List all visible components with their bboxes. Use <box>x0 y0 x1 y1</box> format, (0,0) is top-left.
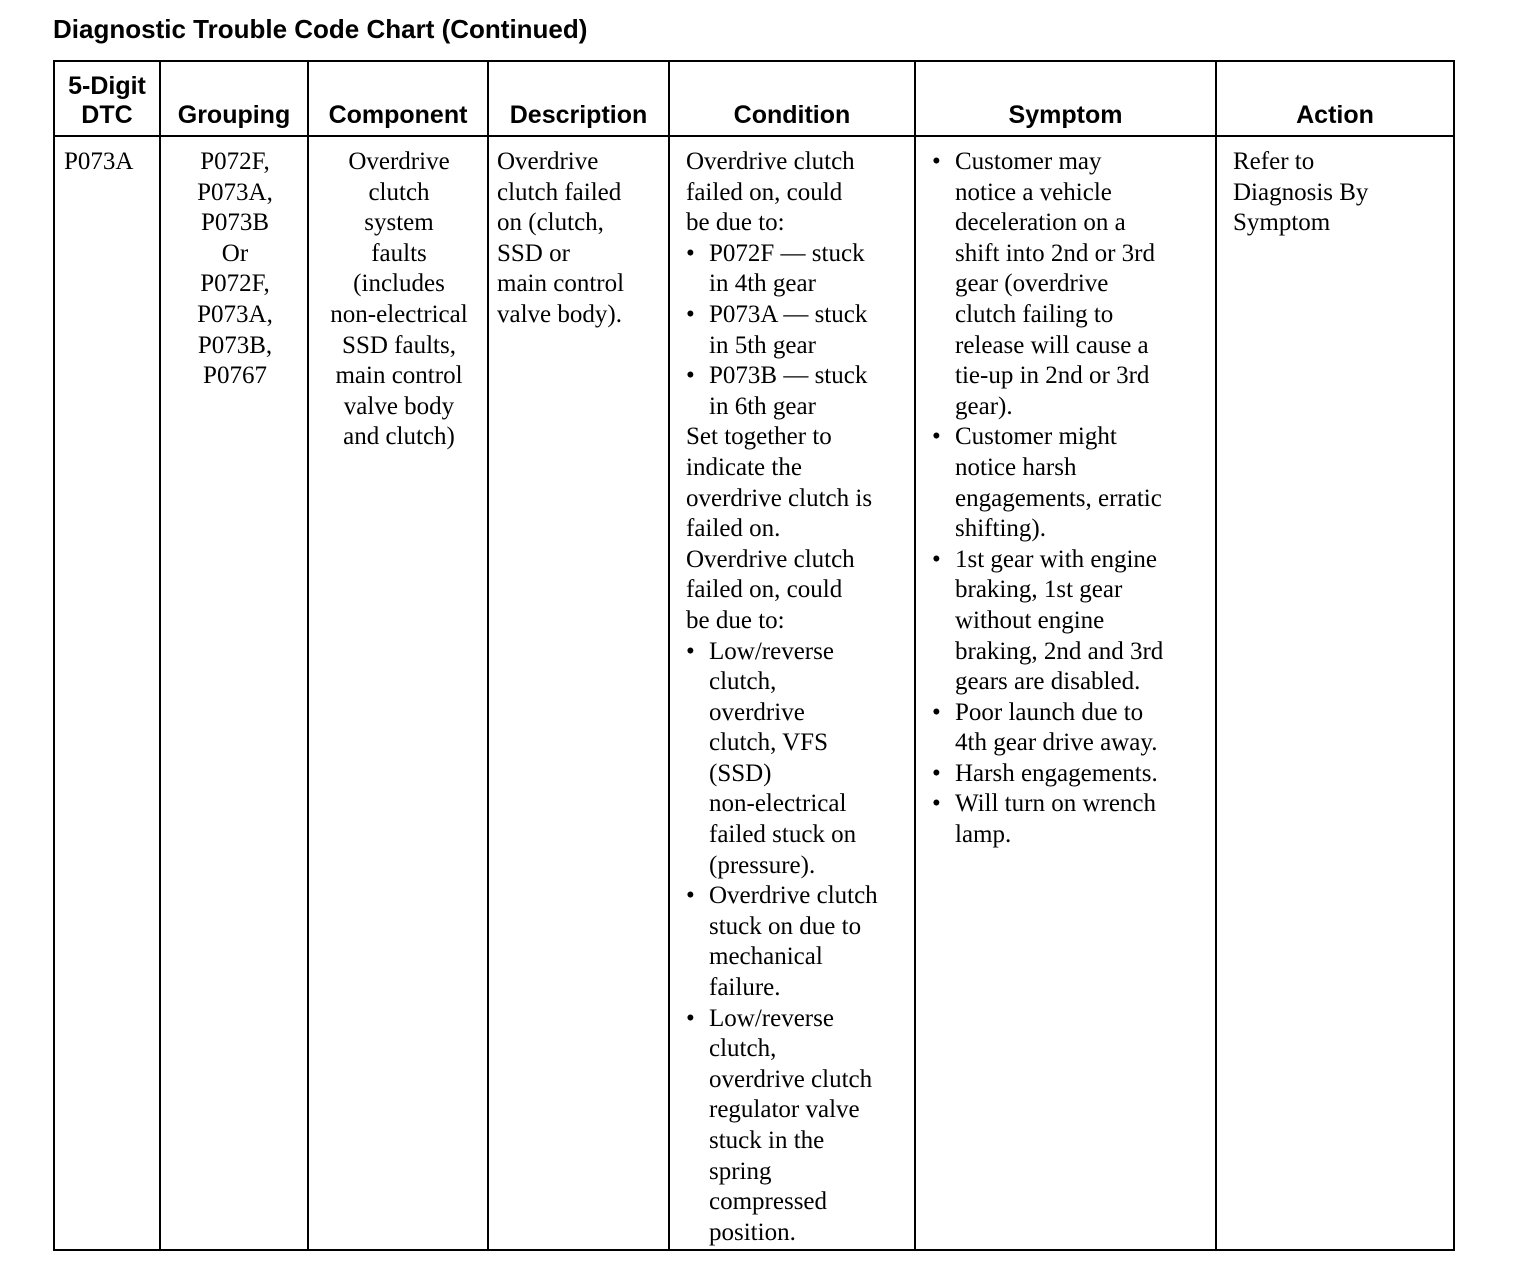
bullet-line: release will cause a <box>955 331 1149 359</box>
bullet-line: Customer might <box>955 423 1117 451</box>
bullet-dot-icon: • <box>686 362 695 390</box>
bullet-line: notice a vehicle <box>955 178 1112 206</box>
bullet-line: without engine <box>955 606 1105 634</box>
component-line: clutch <box>368 178 430 206</box>
condition-bullet-item <box>686 881 908 1003</box>
header-action: Action <box>1216 61 1454 136</box>
page-title: Diagnostic Trouble Code Chart (Continued) <box>53 14 588 44</box>
condition-line: Overdrive clutch <box>686 148 855 175</box>
bullet-line: P072F — stuck <box>709 239 865 267</box>
condition-line: indicate the <box>686 453 802 481</box>
action-line: Diagnosis By <box>1233 178 1369 206</box>
condition-line: Set together to <box>686 423 832 451</box>
bullet-line: gears are disabled. <box>955 668 1141 696</box>
bullet-line: Harsh engagements. <box>955 759 1158 787</box>
condition-bullet-item <box>686 637 908 882</box>
grouping-line: P073A, <box>197 178 273 206</box>
cell-action <box>1216 136 1454 1250</box>
bullet-line: tie-up in 2nd or 3rd <box>955 362 1150 390</box>
bullet-dot-icon: • <box>932 148 941 175</box>
symptom-bullet-item <box>932 698 1209 759</box>
bullet-line: Customer may <box>955 148 1102 175</box>
dtc-code: P073A <box>64 148 134 175</box>
bullet-line: spring <box>709 1157 772 1185</box>
bullet-dot-icon: • <box>932 698 941 726</box>
symptom-bullet-item <box>932 545 1209 698</box>
header-condition: Condition <box>669 61 915 136</box>
symptom-bullet-item <box>932 789 1209 850</box>
grouping-line: P073A, <box>197 300 273 328</box>
component-line: valve body <box>343 392 455 420</box>
bullet-line: clutch, VFS <box>709 729 828 757</box>
bullet-line: position. <box>709 1218 796 1246</box>
bullet-line: clutch, <box>709 668 777 696</box>
component-line: non-electrical <box>330 300 468 328</box>
bullet-line: gear). <box>955 392 1013 420</box>
component-line: main control <box>335 362 463 390</box>
bullet-line: 4th gear drive away. <box>955 729 1158 757</box>
bullet-line: failed stuck on <box>709 821 857 849</box>
header-description: Description <box>488 61 669 136</box>
grouping-line: P073B <box>200 209 270 237</box>
description-line: on (clutch, <box>497 209 604 237</box>
header-dtc-line: DTC <box>81 101 133 129</box>
component-line: system <box>364 209 434 237</box>
description-line: main control <box>497 270 625 298</box>
bullet-dot-icon: • <box>686 300 695 328</box>
header-grouping: Grouping <box>160 61 308 136</box>
condition-line: be due to: <box>686 606 785 634</box>
bullet-line: shift into 2nd or 3rd <box>955 239 1155 267</box>
condition-line: Overdrive clutch <box>686 545 855 573</box>
action-line: Refer to <box>1233 148 1315 175</box>
condition-line: be due to: <box>686 209 785 237</box>
component-line: Overdrive <box>348 148 450 175</box>
symptom-bullet-item <box>932 759 1209 790</box>
symptom-bullet-item <box>932 422 1209 544</box>
bullet-line: Low/reverse <box>709 637 834 665</box>
description-line: SSD or <box>497 239 570 267</box>
bullet-line: lamp. <box>955 821 1012 849</box>
bullet-dot-icon: • <box>932 423 941 451</box>
bullet-dot-icon: • <box>932 545 941 573</box>
header-symptom: Symptom <box>915 61 1216 136</box>
bullet-line: notice harsh <box>955 453 1077 481</box>
component-line: faults <box>371 239 427 267</box>
bullet-dot-icon: • <box>686 1004 695 1032</box>
bullet-dot-icon: • <box>932 759 941 787</box>
grouping-line: P072F, <box>200 270 270 298</box>
dtc-chart-table <box>53 60 1455 1251</box>
cell-symptom <box>915 136 1216 1250</box>
bullet-line: clutch failing to <box>955 300 1114 328</box>
cell-condition <box>669 136 915 1250</box>
grouping-line: P073B, <box>197 331 273 359</box>
header-row <box>54 61 1454 136</box>
header-component: Component <box>308 61 488 136</box>
bullet-line: shifting). <box>955 515 1046 543</box>
bullet-line: regulator valve <box>709 1096 860 1124</box>
cell-dtc <box>54 136 160 1250</box>
bullet-line: Poor launch due to <box>955 698 1144 726</box>
component-line: and clutch) <box>343 423 455 451</box>
condition-line: overdrive clutch is <box>686 484 873 512</box>
condition-line: failed on, could <box>686 178 843 206</box>
description-line: Overdrive <box>497 148 599 175</box>
component-line: SSD faults, <box>342 331 456 359</box>
symptom-bullet-item <box>932 147 1209 422</box>
cell-grouping <box>160 136 308 1250</box>
table-row <box>54 136 1454 1250</box>
bullet-line: failure. <box>709 974 781 1002</box>
bullet-line: clutch, <box>709 1035 777 1063</box>
bullet-line: Overdrive clutch <box>709 882 878 910</box>
bullet-line: braking, 2nd and 3rd <box>955 637 1164 665</box>
bullet-line: mechanical <box>709 943 823 971</box>
bullet-line: gear (overdrive <box>955 270 1109 298</box>
cell-description <box>488 136 669 1250</box>
condition-bullet-item <box>686 361 908 422</box>
grouping-line: P0767 <box>203 362 267 390</box>
bullet-line: overdrive <box>709 698 805 726</box>
grouping-line: P072F, <box>200 148 270 175</box>
bullet-line: in 4th gear <box>709 270 816 298</box>
bullet-dot-icon: • <box>686 239 695 267</box>
bullet-line: non-electrical <box>709 790 847 818</box>
bullet-line: stuck in the <box>709 1127 825 1154</box>
description-line: valve body). <box>497 300 622 328</box>
bullet-dot-icon: • <box>686 637 695 665</box>
condition-bullet-item <box>686 300 908 361</box>
bullet-line: P073B — stuck <box>709 362 868 390</box>
bullet-line: P073A — stuck <box>709 300 868 328</box>
condition-line: failed on, could <box>686 576 843 604</box>
bullet-line: overdrive clutch <box>709 1065 873 1093</box>
condition-bullet-item <box>686 1004 908 1249</box>
bullet-line: braking, 1st gear <box>955 576 1123 604</box>
bullet-line: deceleration on a <box>955 209 1126 237</box>
bullet-line: in 6th gear <box>709 392 816 420</box>
bullet-line: (pressure). <box>709 851 816 879</box>
bullet-line: Low/reverse <box>709 1004 834 1032</box>
bullet-dot-icon: • <box>932 790 941 818</box>
condition-line: failed on. <box>686 515 781 543</box>
grouping-line: Or <box>221 239 249 267</box>
bullet-line: in 5th gear <box>709 331 816 359</box>
bullet-line: compressed <box>709 1188 828 1216</box>
header-dtc-line: 5-Digit <box>68 72 146 100</box>
component-line: (includes <box>353 270 445 298</box>
condition-bullet-item <box>686 239 908 300</box>
bullet-line: 1st gear with engine <box>955 545 1158 573</box>
bullet-line: Will turn on wrench <box>955 790 1157 818</box>
bullet-line: stuck on due to <box>709 912 862 940</box>
bullet-dot-icon: • <box>686 882 695 910</box>
action-line: Symptom <box>1233 209 1331 237</box>
header-dtc <box>54 61 160 136</box>
cell-component <box>308 136 488 1250</box>
bullet-line: engagements, erratic <box>955 484 1162 512</box>
bullet-line: (SSD) <box>709 759 772 787</box>
description-line: clutch failed <box>497 178 622 206</box>
